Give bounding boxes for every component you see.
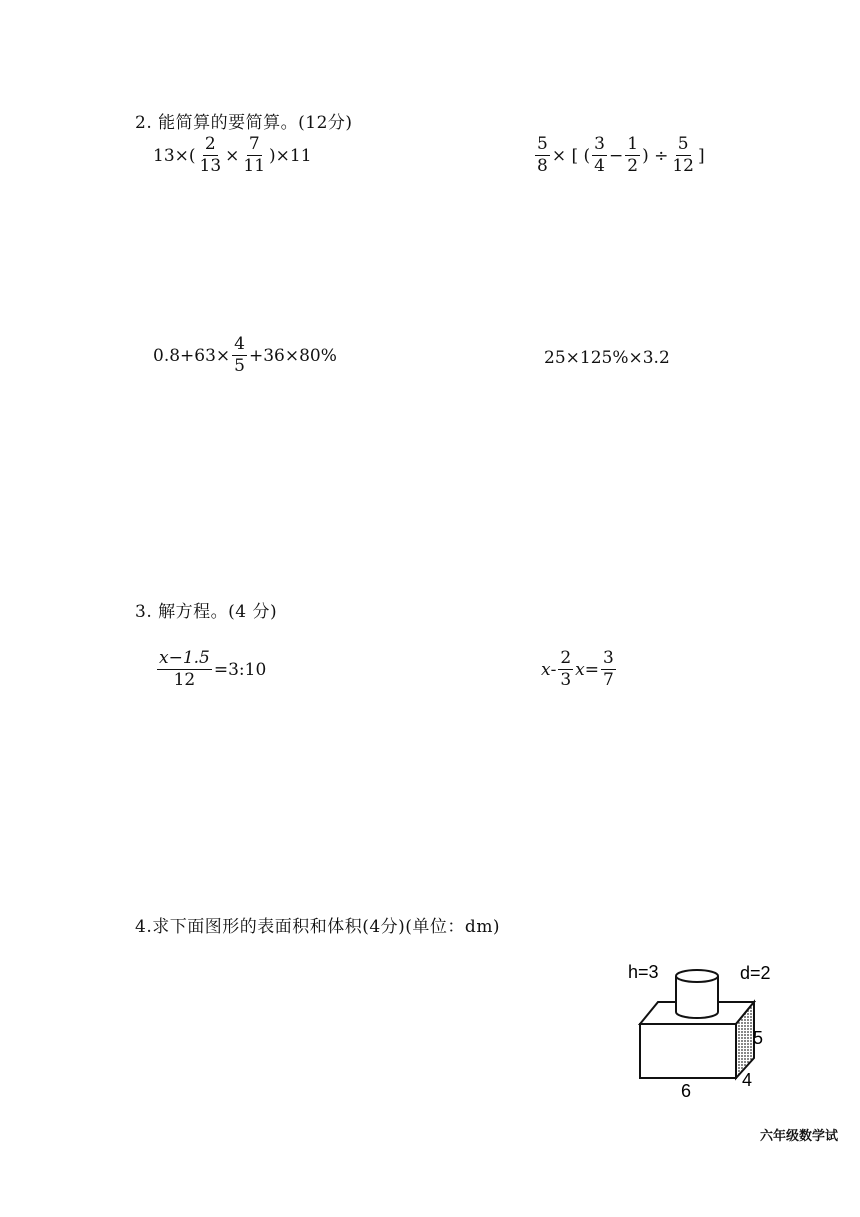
equation-3-1: $\frac{x-1.5}{12}$ =3:10	[159, 648, 267, 690]
problem-2-4: 25×125%×3.2	[544, 348, 670, 368]
fraction: $\frac{1}{2}$	[627, 134, 639, 176]
fraction: $\frac{5}{8}$	[537, 134, 548, 176]
fraction: $\frac{2}{13}$	[199, 134, 222, 176]
footer-text: 六年级数学试	[760, 1129, 839, 1144]
fraction: $\frac{3}{7}$	[603, 648, 614, 690]
fraction: $\frac{5}{12}$	[672, 134, 694, 176]
section-2-heading: 2. 能简算的要简算。(12分)	[135, 113, 353, 133]
fraction: $\frac{x-1.5}{12}$	[159, 648, 210, 690]
problem-2-2: $\frac{5}{8}$ × [ ( $\frac{3}{4}$ − $\frac{1}{2}$ ) ÷ $\frac{5}{12}$ ]	[537, 134, 705, 176]
cuboid-depth-label: 4	[742, 1070, 753, 1090]
section-3-heading: 3. 解方程。(4 分)	[135, 602, 278, 622]
fraction: $\frac{2}{3}$	[560, 648, 572, 690]
cuboid-front-face	[640, 1024, 736, 1078]
problem-2-3: 0.8+63× $\frac{4}{5}$ +36×80%	[153, 334, 337, 376]
cylinder-diameter-label: d=2	[740, 963, 771, 983]
problem-2-1: 13×( $\frac{2}{13}$ × $\frac{7}{11}$ )×11	[153, 134, 312, 176]
cylinder-top	[676, 970, 718, 982]
cylinder-height-label: h=3	[628, 962, 659, 982]
cuboid-height-label: 5	[753, 1028, 764, 1048]
fraction: $\frac{4}{5}$	[234, 334, 245, 376]
fraction: $\frac{7}{11}$	[243, 134, 266, 176]
cylinder-on-cuboid-figure	[600, 950, 800, 1110]
equation-3-2: x - $\frac{2}{3}$ x = $\frac{3}{7}$	[541, 648, 614, 690]
fraction: $\frac{3}{4}$	[594, 134, 605, 176]
section-4-heading: 4.求下面图形的表面积和体积(4分)(单位：dm)	[135, 917, 501, 937]
cuboid-width-label: 6	[681, 1081, 692, 1101]
